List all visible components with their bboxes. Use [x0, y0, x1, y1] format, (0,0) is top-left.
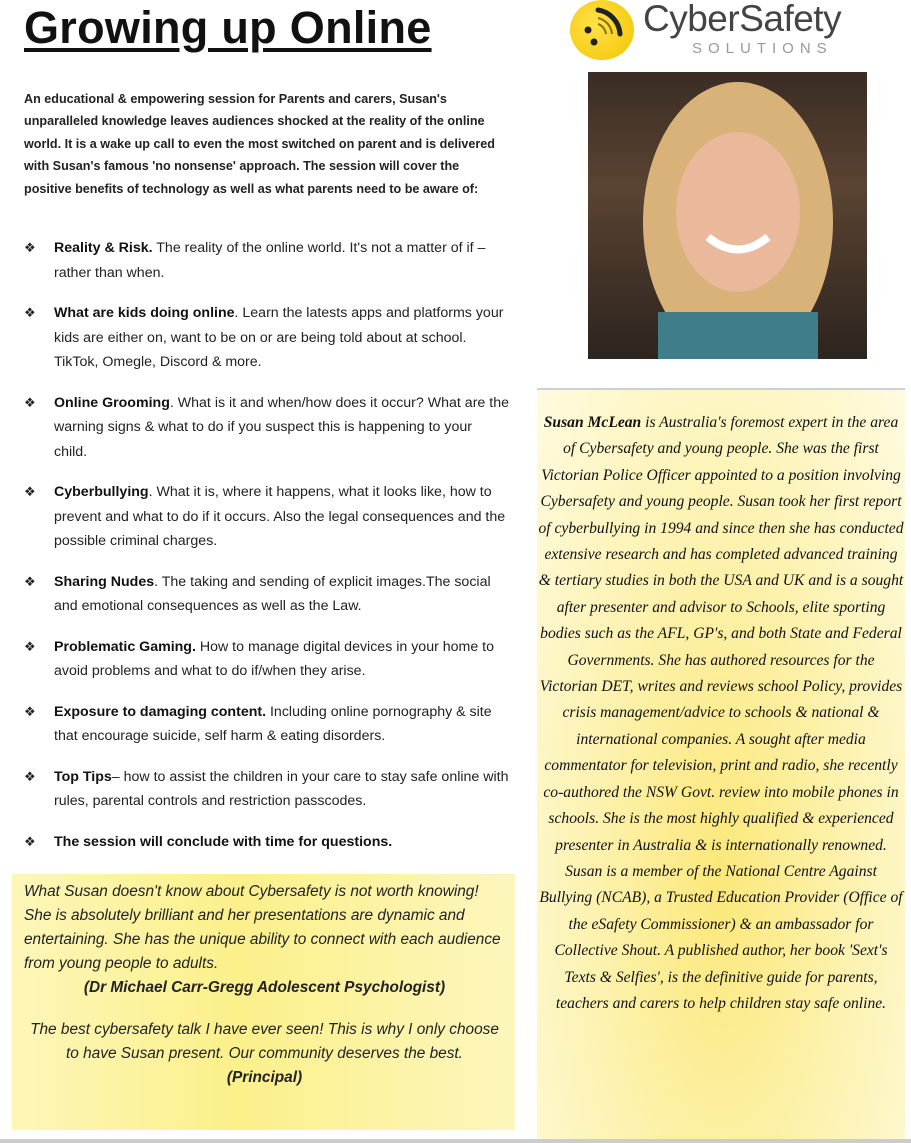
- diamond-bullet-icon: ❖: [24, 573, 36, 589]
- diamond-bullet-icon: ❖: [24, 638, 36, 654]
- page-bottom-border: [0, 1139, 911, 1143]
- topic-text: . Learn the latests apps and platforms your kids are either on, want to be on or are being told about at school. TikTok, Omegle, Discord & more.: [54, 305, 504, 370]
- testimonials-box: [12, 874, 515, 1130]
- topic-title: Online Grooming: [54, 394, 170, 411]
- intro-paragraph: An educational & empowering session for Parents and carers, Susan's unparalleled knowledge leaves audiences shocked at the reality of the online world. It is a wake up call to even the most switched on parent and is delivered with Susan's famous 'no nonsense' approach. The session will cover the positive benefits of technology as well as what parents need to be aware of:: [24, 92, 495, 196]
- topic-title: Cyberbullying: [54, 484, 149, 500]
- list-item: [24, 236, 509, 285]
- logo-subtitle: SOLUTIONS: [692, 40, 833, 57]
- diamond-bullet-icon: ❖: [24, 833, 36, 849]
- bio-text: [537, 410, 905, 1017]
- bio-body: is Australia's foremost expert in the area of Cybersafety and young people. She was the first Victorian Police Officer appointed to a position involving Cybersafety and young people. Susan took her first report of cyberbullying in 1994 and since then she has conducted extensive research and has completed advanced training & tertiary studies in both the USA and UK and is a sought after presenter and advisor to Schools, elite sporting bodies such as the AFL, GP's, and both State and Federal Governments. She has authored resources for the Victorian DET, writes and reviews school Policy, provides crisis management/advice to schools & national & international companies. A sought after media commentator for television, print and radio, she recently co-authored the NSW Govt. review into mobile phones in schools. She is the most highly qualified & experienced presenter in Australia & is internationally renowned. Susan is a member of the National Centre Against Bullying (NCAB), a Trusted Education Provider (Office of the eSafety Commissioner) & an ambassador for Collective Shout. A published author, her book 'Sext's Texts & Selfies', is the definitive guide for parents, teachers and carers to help children stay safe online.: [538, 414, 904, 1012]
- list-item: [24, 830, 509, 855]
- page-title: Growing up Online: [24, 2, 432, 53]
- topic-text: . What is it and when/how does it occur? What are the warning signs & what to do if you suspect this is happening to your child.: [54, 394, 509, 460]
- list-item: [24, 635, 509, 684]
- list-item: [24, 391, 509, 465]
- topic-title: The session will conclude with time for questions.: [54, 833, 393, 850]
- speaker-photo: [588, 72, 867, 359]
- list-item: [24, 700, 509, 749]
- speaker-bio: [537, 388, 905, 1143]
- topic-title: What are kids doing online: [54, 305, 235, 321]
- testimonial-attribution: (Principal): [226, 1069, 303, 1086]
- diamond-bullet-icon: ❖: [24, 703, 36, 719]
- diamond-bullet-icon: ❖: [24, 768, 36, 784]
- speaker-name: Susan McLean: [543, 414, 642, 431]
- topic-title: Sharing Nudes: [54, 573, 155, 590]
- topic-text: . What it is, where it happens, what it looks like, how to prevent and what to do if it occurs. Also the legal consequences and the possible criminal charges.: [54, 484, 506, 549]
- topic-title: Top Tips: [54, 768, 112, 785]
- topic-text: How to manage digital devices in your home to avoid problems and what to do if/when they arise.: [54, 638, 495, 679]
- topic-text: The reality of the online world. It's not a matter of if – rather than when.: [54, 240, 486, 281]
- topic-title: Reality & Risk.: [54, 240, 153, 256]
- list-item: [24, 570, 509, 619]
- list-item: [24, 765, 509, 814]
- topic-title: Problematic Gaming.: [54, 638, 196, 655]
- list-item: [24, 480, 509, 554]
- diamond-bullet-icon: ❖: [24, 240, 36, 255]
- signal-icon: [570, 0, 634, 60]
- cybersafety-solutions-logo: [566, 0, 896, 62]
- topic-title: Exposure to damaging content.: [54, 703, 267, 720]
- list-item: [24, 301, 509, 375]
- logo-name: CyberSafety: [643, 0, 842, 39]
- topic-text: – how to assist the children in your care to stay safe online with rules, parental controls and restriction passcodes.: [54, 768, 509, 809]
- testimonial-attribution: (Dr Michael Carr-Gregg Adolescent Psychologist): [83, 979, 446, 996]
- diamond-bullet-icon: ❖: [24, 484, 36, 499]
- topic-text: . The taking and sending of explicit images.The social and emotional consequences as well as the Law.: [54, 573, 491, 614]
- topic-list: [24, 236, 509, 870]
- testimonial-text: The best cybersafety talk I have ever seen! This is why I only choose to have Susan present. Our community deserves the best.: [30, 1021, 499, 1062]
- topic-text: Including online pornography & site that encourage suicide, self harm & eating disorders.: [54, 703, 492, 744]
- diamond-bullet-icon: ❖: [24, 394, 36, 410]
- diamond-bullet-icon: ❖: [24, 305, 36, 320]
- testimonial-text: What Susan doesn't know about Cybersafety is not worth knowing! She is absolutely brilliant and her presentations are dynamic and entertaining. She has the unique ability to connect with each audience from young people to adults.: [24, 883, 501, 972]
